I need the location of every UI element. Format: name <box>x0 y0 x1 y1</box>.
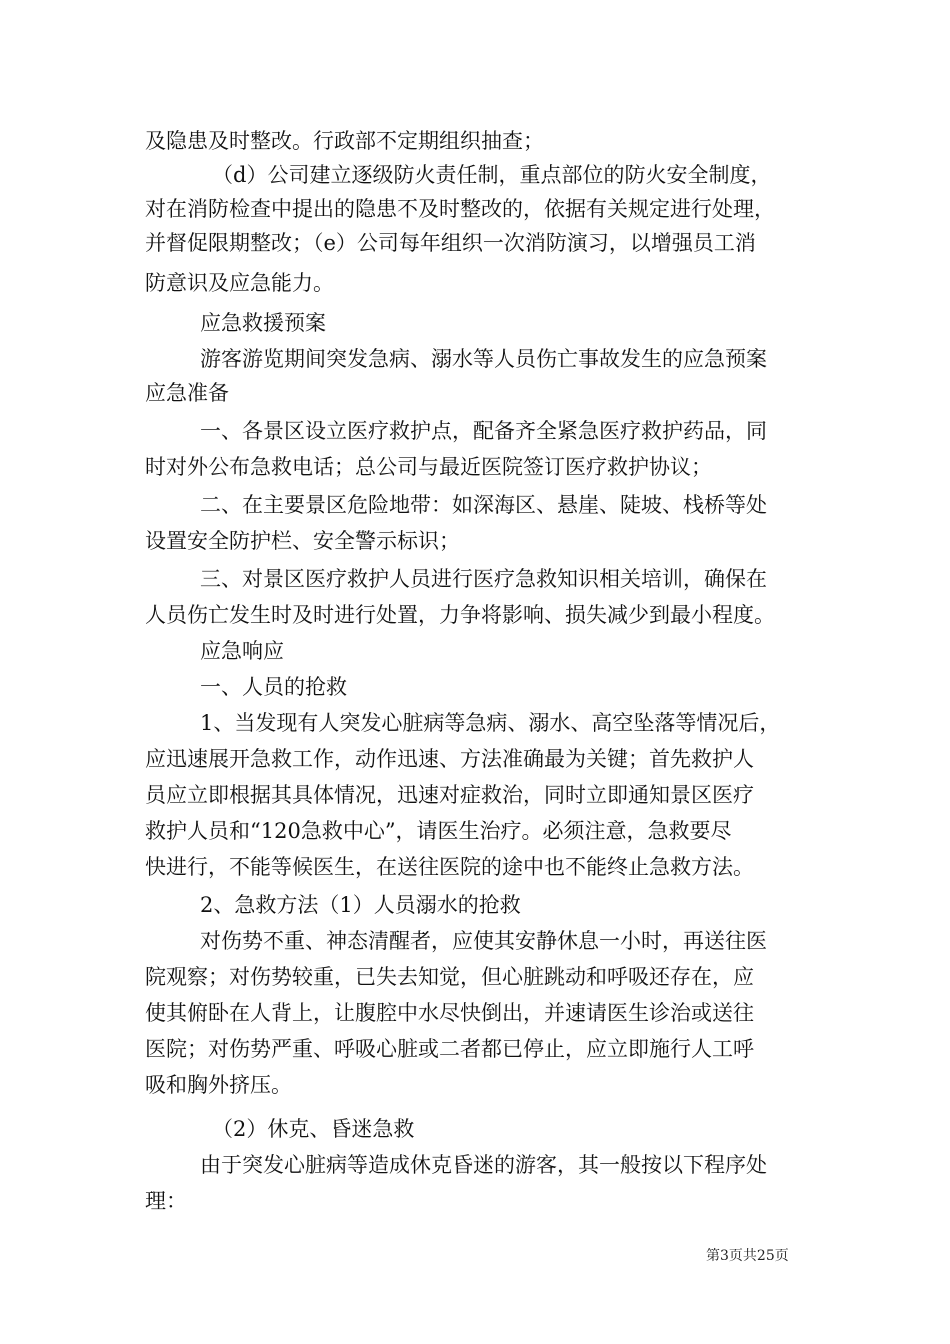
sub-heading: 2、急救方法（1）人员溺水的抢救 <box>200 893 521 917</box>
text-line: 院观察；对伤势较重，已失去知觉，但心脏跳动和呼吸还存在，应 <box>145 965 754 989</box>
text-line: 应迅速展开急救工作，动作迅速、方法准确最为关键；首先救护人 <box>145 747 754 771</box>
text-line: （d）公司建立逐级防火责任制，重点部位的防火安全制度， <box>212 163 772 187</box>
text-line: 人员伤亡发生时及时进行处置，力争将影响、损失减少到最小程度。 <box>145 603 775 627</box>
text-line: 防意识及应急能力。 <box>145 271 334 295</box>
text-line: 快进行，不能等候医生，在送往医院的途中也不能终止急救方法。 <box>145 855 754 879</box>
text-line: 员应立即根据其具体情况，迅速对症救治，同时立即通知景区医疗 <box>145 783 754 807</box>
sub-heading: 应急准备 <box>145 381 229 405</box>
section-heading: 应急救援预案 <box>200 311 326 335</box>
text-line: 及隐患及时整改。行政部不定期组织抽查； <box>145 129 544 153</box>
text-line: 由于突发心脏病等造成休克昏迷的游客，其一般按以下程序处 <box>200 1153 767 1177</box>
text-line: 1、当发现有人突发心脏病等急病、溺水、高空坠落等情况后， <box>200 711 781 735</box>
text-line: 吸和胸外挤压。 <box>145 1073 292 1097</box>
text-line: 并督促限期整改；（e）公司每年组织一次消防演习，以增强员工消 <box>145 231 756 255</box>
text-line: 设置安全防护栏、安全警示标识； <box>145 529 460 553</box>
text-line: 医院；对伤势严重、呼吸心脏或二者都已停止，应立即施行人工呼 <box>145 1037 754 1061</box>
text-line: 救护人员和“120急救中心”，请医生治疗。必须注意，急救要尽 <box>145 819 732 843</box>
text-line: 理： <box>145 1189 187 1213</box>
sub-heading: （2）休克、昏迷急救 <box>212 1117 415 1141</box>
sub-heading: 一、人员的抢救 <box>200 675 347 699</box>
text-line: 对在消防检查中提出的隐患不及时整改的，依据有关规定进行处理， <box>145 197 775 221</box>
text-line: 游客游览期间突发急病、溺水等人员伤亡事故发生的应急预案 <box>200 347 767 371</box>
text-line: 二、在主要景区危险地带：如深海区、悬崖、陡坡、栈桥等处 <box>200 493 767 517</box>
text-line: 三、对景区医疗救护人员进行医疗急救知识相关培训，确保在 <box>200 567 767 591</box>
text-line: 使其俯卧在人背上，让腹腔中水尽快倒出，并速请医生诊治或送往 <box>145 1001 754 1025</box>
page-number: 第3页共25页 <box>706 1248 789 1264</box>
text-line: 对伤势不重、神态清醒者，应使其安静休息一小时，再送往医 <box>200 929 767 953</box>
text-line: 一、各景区设立医疗救护点，配备齐全紧急医疗救护药品，同 <box>200 419 767 443</box>
section-heading: 应急响应 <box>200 639 284 663</box>
text-line: 时对外公布急救电话；总公司与最近医院签订医疗救护协议； <box>145 455 712 479</box>
